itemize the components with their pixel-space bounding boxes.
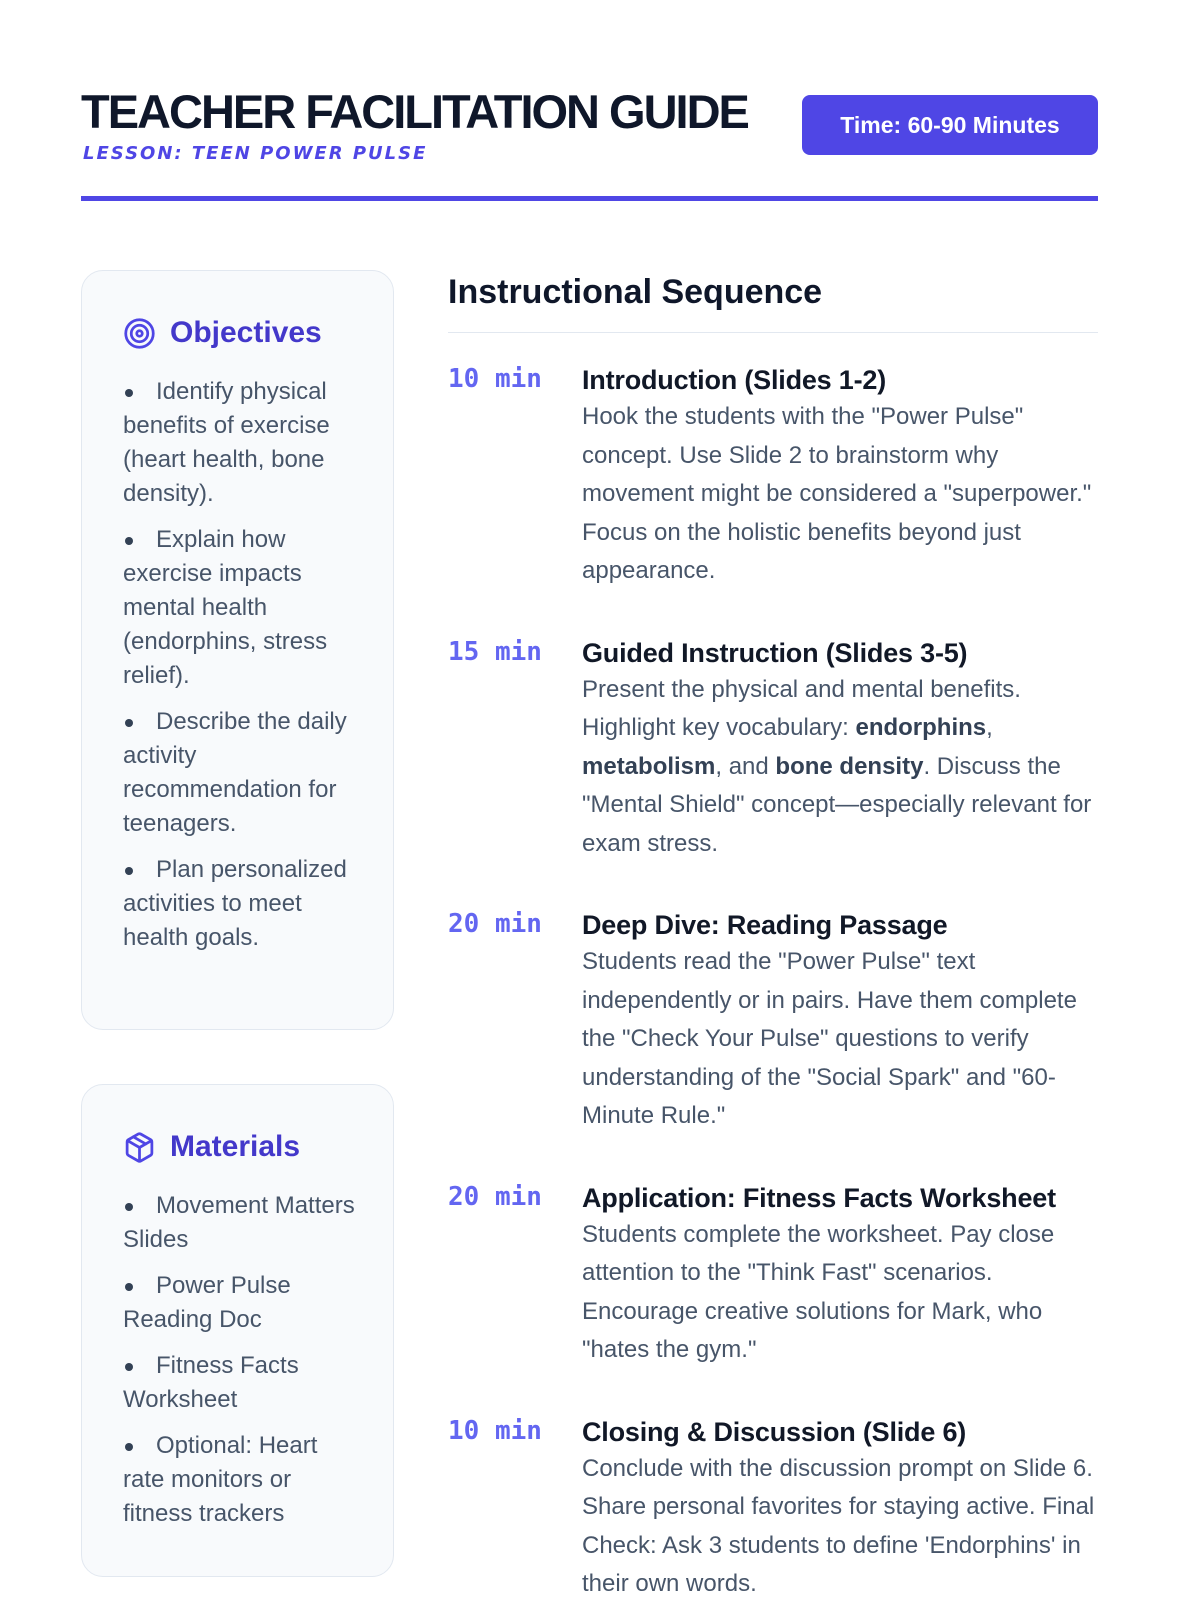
objective-item: Describe the daily activity recommendation for teenagers. xyxy=(123,705,363,841)
step-title: Deep Dive: Reading Passage xyxy=(582,910,948,940)
materials-card xyxy=(81,1084,394,1577)
lesson-subtitle: LESSON: TEEN POWER PULSE xyxy=(83,143,428,164)
step-title: Guided Instruction (Slides 3-5) xyxy=(582,637,968,668)
objective-item: Explain how exercise impacts mental health (endorphins, stress relief). xyxy=(123,523,363,693)
step-duration: 10 min xyxy=(448,364,542,394)
step-text: , xyxy=(986,714,993,741)
step-text: , and xyxy=(715,752,776,780)
objective-item: Plan personalized activities to meet health goals. xyxy=(123,853,363,955)
vocab-term: endorphins xyxy=(855,714,987,741)
material-item: Movement Matters Slides xyxy=(123,1189,363,1257)
sequence-step xyxy=(448,635,1098,864)
materials-heading: Materials xyxy=(170,1130,301,1163)
page-header xyxy=(81,86,1098,201)
material-item: Power Pulse Reading Doc xyxy=(123,1269,363,1337)
time-badge: Time: 60-90 Minutes xyxy=(802,95,1098,155)
vocab-term: bone density xyxy=(775,752,924,780)
step-duration: 15 min xyxy=(448,636,542,667)
sequence-heading: Instructional Sequence xyxy=(448,270,1098,333)
sequence-step xyxy=(448,362,1098,591)
sequence-step xyxy=(448,1180,1098,1370)
objective-item: Identify physical benefits of exercise (heart health, bone density). xyxy=(123,375,363,511)
materials-heading-row xyxy=(123,1129,363,1165)
step-text: Present the physical and mental benefits. Highlight key vocabulary: xyxy=(582,675,1021,741)
step-title: Closing & Discussion (Slide 6) xyxy=(582,1416,967,1447)
step-description: Students read the "Power Pulse" text independently or in pairs. Have them complete the "Check Your Pulse" questions to verify understanding of the "Social Spark" and "60-Minute Rule." xyxy=(582,948,1077,1129)
step-description xyxy=(582,671,1098,864)
step-title: Application: Fitness Facts Worksheet xyxy=(582,1182,1056,1213)
objectives-card xyxy=(81,270,394,1030)
step-duration: 10 min xyxy=(448,1415,542,1446)
step-description: Hook the students with the "Power Pulse" concept. Use Slide 2 to brainstorm why movement might be considered a "superpower." Focus on the holistic benefits beyond just appearance. xyxy=(582,403,1092,584)
material-item: Optional: Heart rate monitors or fitness trackers xyxy=(123,1429,363,1531)
sequence-step xyxy=(448,1414,1098,1600)
box-icon xyxy=(123,1131,156,1164)
sequence-step xyxy=(448,907,1098,1136)
step-description: Students complete the worksheet. Pay close attention to the "Think Fast" scenarios. Encourage creative solutions for Mark, who "hates the gym." xyxy=(582,1220,1055,1363)
step-duration: 20 min xyxy=(448,909,542,939)
page-title: TEACHER FACILITATION GUIDE xyxy=(81,85,748,138)
objectives-list xyxy=(123,375,363,955)
objectives-heading: Objectives xyxy=(170,316,322,349)
objectives-heading-row xyxy=(123,315,363,351)
step-title: Introduction (Slides 1-2) xyxy=(582,365,887,395)
instructional-sequence xyxy=(448,270,1098,1600)
step-description: Conclude with the discussion prompt on Slide 6. Share personal favorites for staying active. Final Check: Ask 3 students to define 'Endorphins' in their own words. xyxy=(582,1454,1095,1597)
vocab-term: metabolism xyxy=(582,752,716,780)
target-icon xyxy=(123,317,156,350)
step-duration: 20 min xyxy=(448,1181,542,1212)
material-item: Fitness Facts Worksheet xyxy=(123,1349,363,1417)
step-text: . Discuss the "Mental Shield" concept—especially relevant for exam stress. xyxy=(582,752,1092,857)
materials-list xyxy=(123,1189,363,1531)
